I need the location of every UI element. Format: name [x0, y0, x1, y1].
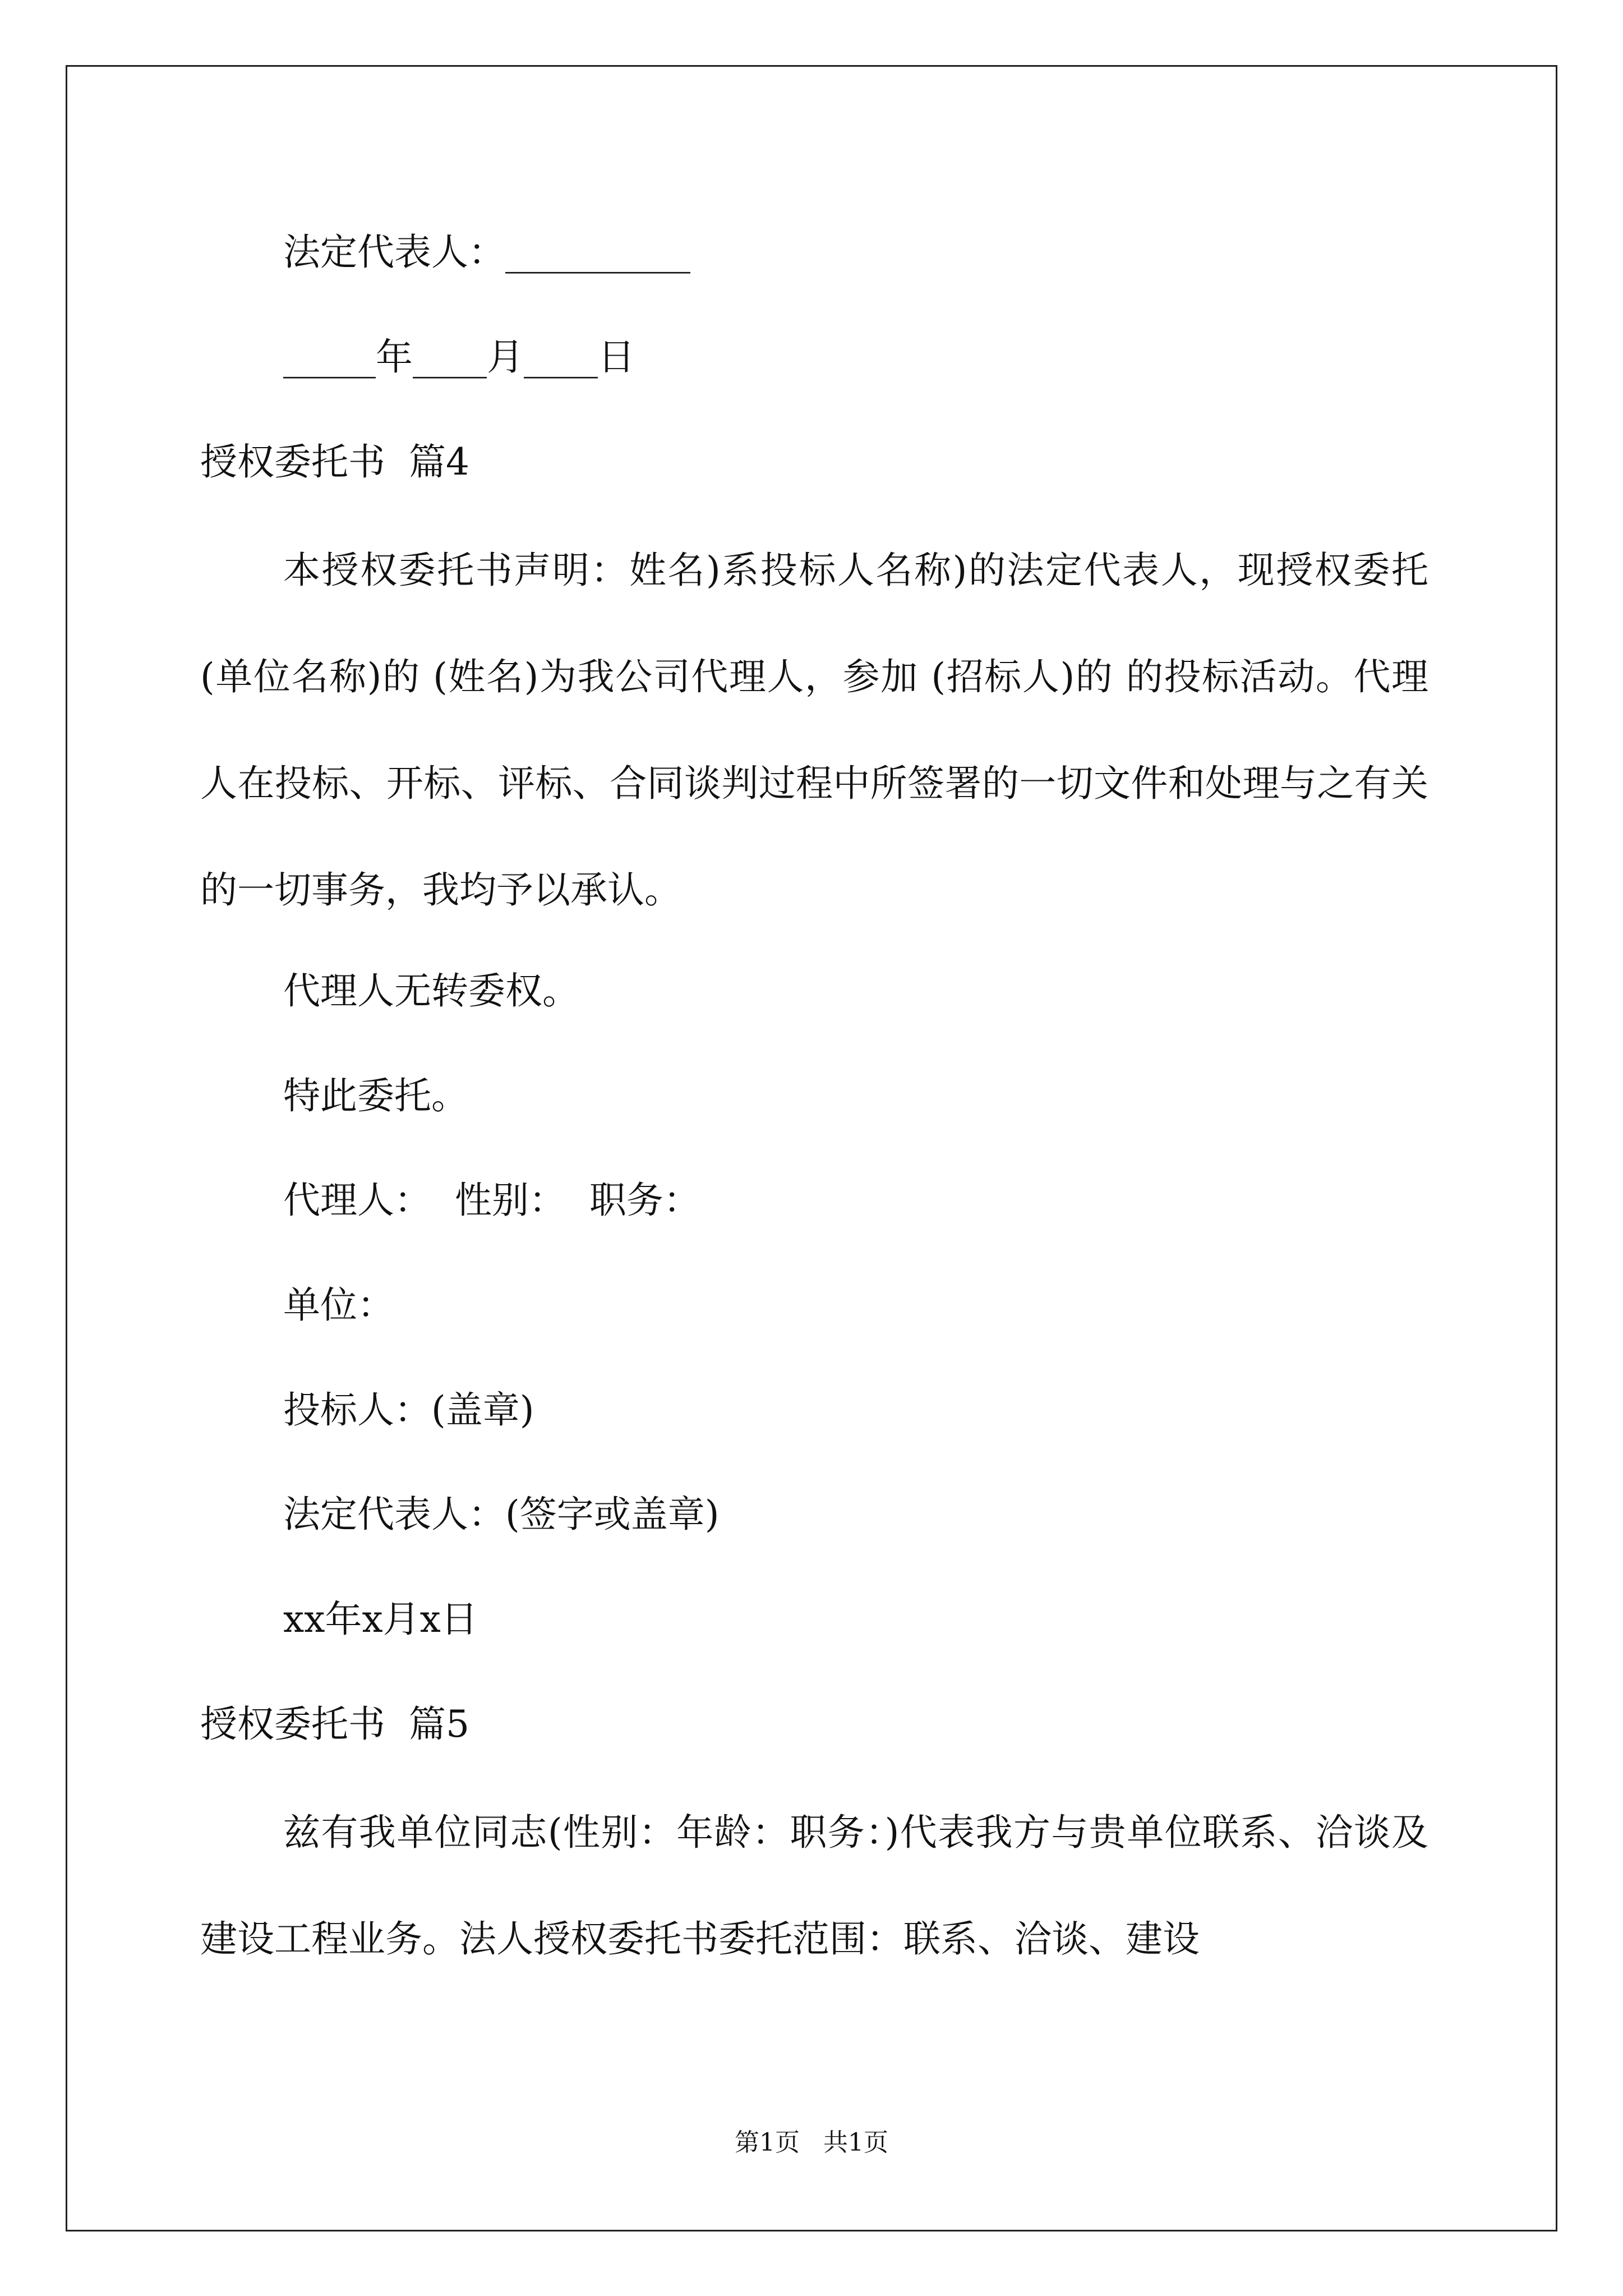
legal-rep-blank-line: 法定代表人：__________	[283, 231, 690, 274]
section-heading-5: 授权委托书 篇5	[200, 1703, 469, 1746]
bidder-seal-line: 投标人：(盖章)	[283, 1388, 534, 1432]
section-heading-4: 授权委托书 篇4	[200, 440, 469, 484]
page-footer: 第1页 共1页	[735, 2128, 888, 2157]
paragraph-delegation: 兹有我单位同志(性别：年龄：职务：)代表我方与贵单位联系、洽谈及建设工程业务。法人授权委托书委托范围：联系、洽谈、建设	[200, 1811, 1428, 1961]
unit-line: 单位：	[283, 1283, 394, 1327]
no-transfer-line: 代理人无转委权。	[283, 969, 579, 1013]
legal-rep-sign-line: 法定代表人：(签字或盖章)	[283, 1493, 720, 1536]
paragraph-authorization-statement: 本授权委托书声明：姓名)系投标人名称)的法定代表人，现授权委托 (单位名称)的 (姓名)为我公司代理人，参加 (招标人)的 的投标活动。代理人在投标、开标、评标、合同谈判过程中所签署的一切文件和处理与之有关的一切事务，我均予以承认。	[200, 549, 1428, 912]
agent-info-line: 代理人： 性别： 职务：	[283, 1179, 700, 1222]
date-blank-line: _____年____月____日	[283, 335, 635, 379]
date-line: xx年x月x日	[283, 1598, 478, 1641]
hereby-line: 特此委托。	[283, 1074, 468, 1117]
